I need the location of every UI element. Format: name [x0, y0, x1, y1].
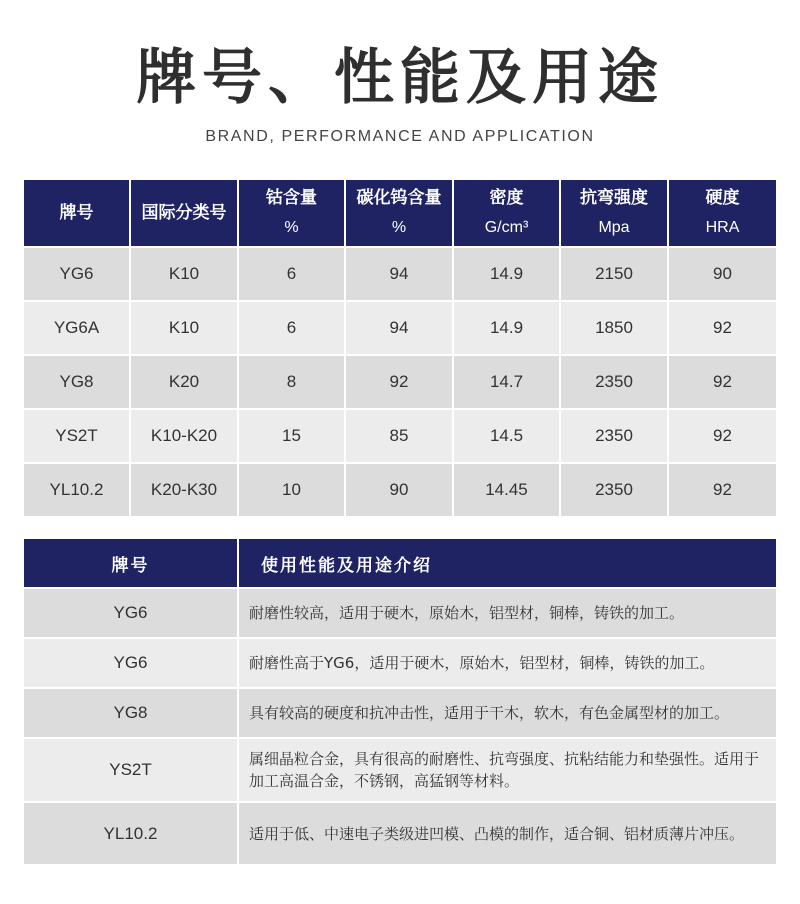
spec-header-cell: [560, 180, 668, 247]
usage-row: [24, 688, 776, 738]
spec-cell: K20-K30: [130, 463, 238, 516]
spec-header-cell: [24, 180, 130, 247]
spec-cell: YL10.2: [24, 463, 130, 516]
usage-row: [24, 638, 776, 688]
page-subtitle: BRAND, PERFORMANCE AND APPLICATION: [205, 128, 595, 145]
spec-cell: 92: [668, 355, 776, 409]
spec-cell: 8: [238, 355, 345, 409]
spec-header-cell: [668, 180, 776, 247]
spec-cell: 14.5: [453, 409, 560, 463]
spec-header-unit: Mpa: [598, 219, 630, 236]
spec-row: [24, 301, 776, 355]
spec-header-cell: [345, 180, 453, 247]
spec-table: [24, 180, 776, 516]
spec-cell: 14.7: [453, 355, 560, 409]
spec-cell: 92: [668, 409, 776, 463]
spec-row: [24, 247, 776, 301]
spec-row: [24, 355, 776, 409]
spec-header-row: [24, 180, 776, 247]
usage-brand-cell: YS2T: [24, 738, 238, 802]
spec-cell: 1850: [560, 301, 668, 355]
spec-row: [24, 463, 776, 516]
spec-header-unit: G/cm³: [484, 219, 529, 236]
spec-cell: 90: [345, 463, 453, 516]
usage-table: [24, 539, 776, 864]
usage-brand-cell: YG8: [24, 688, 238, 738]
spec-cell: YG8: [24, 355, 130, 409]
usage-row: [24, 738, 776, 802]
spec-header-label: 钴含量: [266, 188, 317, 208]
spec-header-unit: %: [391, 219, 407, 236]
spec-cell: 15: [238, 409, 345, 463]
spec-cell: YS2T: [24, 409, 130, 463]
spec-header-label: 硬度: [705, 188, 740, 208]
spec-cell: 94: [345, 247, 453, 301]
spec-header-cell: [130, 180, 238, 247]
spec-cell: 2350: [560, 355, 668, 409]
spec-header-label: 密度: [489, 188, 524, 208]
usage-header-description: 使用性能及用途介绍: [238, 539, 776, 588]
spec-header-label: 碳化钨含量: [356, 188, 442, 208]
usage-description-cell: 耐磨性较高，适用于硬木，原始木，铝型材，铜棒，铸铁的加工。: [238, 588, 776, 638]
spec-cell: K10: [130, 247, 238, 301]
spec-cell: 14.9: [453, 301, 560, 355]
spec-cell: K10-K20: [130, 409, 238, 463]
spec-header-unit: HRA: [705, 219, 740, 236]
spec-header-cell: [453, 180, 560, 247]
usage-description-cell: 具有较高的硬度和抗冲击性，适用于干木，软木，有色金属型材的加工。: [238, 688, 776, 738]
spec-row: [24, 409, 776, 463]
spec-header-cell: [238, 180, 345, 247]
spec-cell: 94: [345, 301, 453, 355]
spec-cell: K20: [130, 355, 238, 409]
usage-brand-cell: YL10.2: [24, 802, 238, 864]
spec-cell: 14.9: [453, 247, 560, 301]
spec-cell: 92: [668, 463, 776, 516]
spec-cell: YG6A: [24, 301, 130, 355]
usage-description-cell: 属细晶粒合金，具有很高的耐磨性、抗弯强度、抗粘结能力和垫强性。适用于加工高温合金，不锈钢，高猛钢等材料。: [238, 738, 776, 802]
usage-brand-cell: YG6: [24, 638, 238, 688]
spec-cell: 2350: [560, 409, 668, 463]
spec-cell: 2350: [560, 463, 668, 516]
usage-header-brand: 牌号: [24, 539, 238, 588]
usage-brand-cell: YG6: [24, 588, 238, 638]
page-title: 牌号、性能及用途: [136, 43, 664, 113]
spec-cell: 10: [238, 463, 345, 516]
spec-cell: 2150: [560, 247, 668, 301]
spec-cell: 92: [668, 301, 776, 355]
spec-cell: 92: [345, 355, 453, 409]
usage-row: [24, 588, 776, 638]
spec-cell: 6: [238, 247, 345, 301]
usage-description-cell: 适用于低、中速电子类级进凹模、凸模的制作，适合铜、铝材质薄片冲压。: [238, 802, 776, 864]
spec-cell: K10: [130, 301, 238, 355]
usage-header-row: [24, 539, 776, 588]
spec-header-unit: %: [284, 219, 299, 236]
spec-cell: 85: [345, 409, 453, 463]
spec-cell: 6: [238, 301, 345, 355]
usage-description-cell: 耐磨性高于YG6，适用于硬木，原始木，铝型材，铜棒，铸铁的加工。: [238, 638, 776, 688]
spec-header-label: 抗弯强度: [580, 188, 648, 208]
spec-cell: YG6: [24, 247, 130, 301]
spec-header-label: 牌号: [59, 203, 94, 223]
spec-header-label: 国际分类号: [141, 203, 227, 223]
spec-cell: 90: [668, 247, 776, 301]
spec-cell: 14.45: [453, 463, 560, 516]
usage-row: [24, 802, 776, 864]
